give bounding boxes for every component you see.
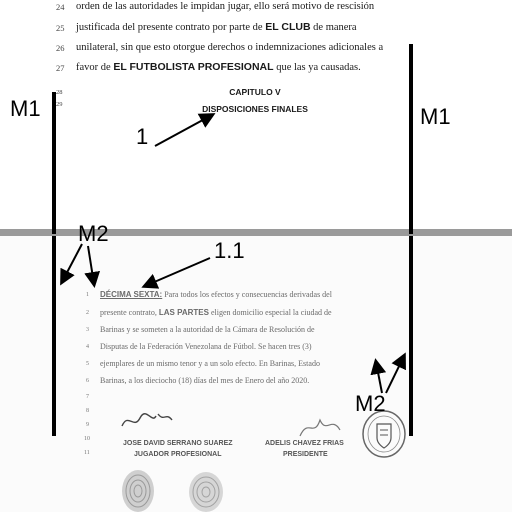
arrow-m2-to-left-bar <box>62 244 82 282</box>
bold-term: EL CLUB <box>265 21 311 33</box>
arrow-m2-to-right-bar <box>386 356 404 393</box>
line-number: 6 <box>86 378 89 384</box>
text-span: presente contrato, <box>100 308 159 317</box>
chapter-heading: CAPITULO V <box>229 87 281 97</box>
bold-term: LAS PARTES <box>158 308 209 317</box>
line-number: 9 <box>86 422 89 428</box>
line-number: 2 <box>86 310 89 316</box>
line-number: 8 <box>86 408 89 414</box>
text-span: Para todos los efectos y consecuencias derivadas del <box>164 290 332 299</box>
line-number: 3 <box>86 327 89 333</box>
line-number: 1 <box>86 292 89 298</box>
player-name: JOSE DAVID SERRANO SUAREZ <box>123 440 233 447</box>
annotation-label-1-1: 1.1 <box>214 238 245 263</box>
annotation-m1-right: M1 <box>420 104 451 129</box>
section-heading: DISPOSICIONES FINALES <box>202 104 308 114</box>
text-line: orden de las autoridades le impidan jugar, ello será motivo de rescisión <box>76 1 375 12</box>
player-role: JUGADOR PROFESIONAL <box>134 451 222 458</box>
line-number: 4 <box>86 344 89 350</box>
annotation-m2-top: M2 <box>78 221 109 246</box>
clause-title: DÉCIMA SEXTA: <box>100 290 163 299</box>
annotation-m2-bottom: M2 <box>355 391 386 416</box>
line-number: 5 <box>86 361 89 367</box>
line-number: 28 <box>56 89 63 96</box>
arrow-to-section-heading <box>155 115 212 146</box>
text-span: que las ya causadas. <box>273 62 361 73</box>
text-line: unilateral, sin que esto otorgue derechos o indemnizaciones adicionales a <box>76 42 384 53</box>
president-role: PRESIDENTE <box>283 451 328 458</box>
text-span: eligen domicilio especial la ciudad de <box>208 308 332 317</box>
text-span: favor de <box>76 62 114 73</box>
line-number: 29 <box>56 101 63 108</box>
arrow-m2-to-text-edge <box>376 362 382 393</box>
text-line: Barinas y se someten a la autoridad de la Cámara de Resolución de <box>100 325 315 334</box>
text-line: ejemplares de un mismo tenor y a un solo efecto. En Barinas, Estado <box>100 359 320 368</box>
text-span: justificada del presente contrato por parte de <box>76 22 266 33</box>
president-name: ADELIS CHAVEZ FRIAS <box>265 440 344 447</box>
line-number: 27 <box>56 63 65 73</box>
annotation-m1-left: M1 <box>10 96 41 121</box>
arrow-to-clause-title <box>145 258 210 286</box>
line-number: 26 <box>56 43 65 53</box>
annotation-label-1: 1 <box>136 124 149 149</box>
line-number: 7 <box>86 394 89 400</box>
line-number: 24 <box>56 2 65 12</box>
line-number: 11 <box>84 450 90 456</box>
bold-term: EL FUTBOLISTA PROFESIONAL <box>113 61 274 73</box>
text-line: Disputas de la Federación Venezolana de Fútbol. Se hacen tres (3) <box>100 342 312 351</box>
line-number: 10 <box>84 436 90 442</box>
line-number: 25 <box>56 23 65 33</box>
text-line: Barinas, a los dieciocho (18) días del mes de Enero del año 2020. <box>100 376 310 385</box>
text-span: de manera <box>310 22 357 33</box>
arrow-m2-to-line-numbers <box>88 246 94 284</box>
